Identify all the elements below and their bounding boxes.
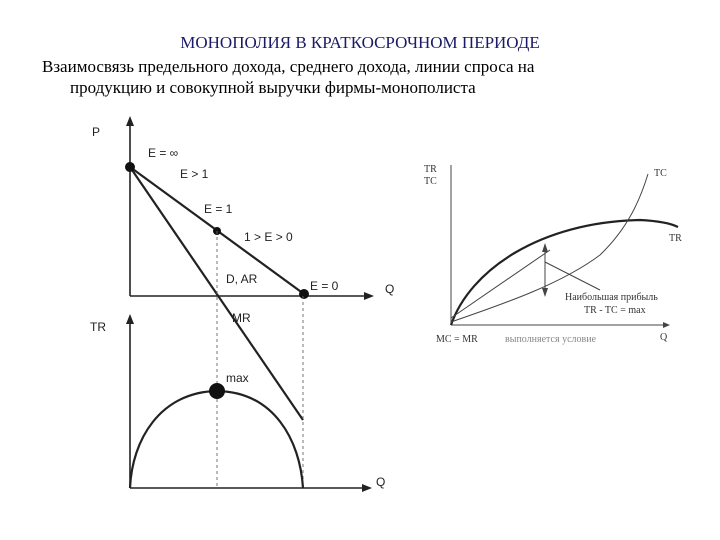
label-e-gt-1: E > 1 (180, 167, 209, 181)
tr-tc-chart (424, 164, 682, 345)
subtitle-line-1: Взаимосвязь предельного дохода, среднего дохода, линии спроса на (42, 57, 535, 76)
tr-max-point (209, 383, 225, 399)
tr-axis-label-right: TR (424, 164, 437, 175)
tr-quantity-axis-label: Q (376, 475, 386, 489)
tr-curve (130, 391, 303, 488)
label-demand-ar: D, AR (226, 272, 258, 286)
price-axis-arrow (126, 116, 134, 126)
tc-axis-label-right: TC (424, 176, 437, 187)
mc-mr-label: MC = MR (436, 334, 478, 345)
quantity-axis-arrow (364, 292, 374, 300)
quantity-axis-label: Q (385, 282, 395, 296)
label-max: max (226, 371, 249, 385)
tr-quantity-axis-arrow (362, 484, 372, 492)
slide-title: МОНОПОЛИЯ В КРАТКОСРОЧНОМ ПЕРИОДЕ (180, 33, 540, 52)
tc-curve-label: TC (654, 168, 667, 179)
zero-elasticity-point (299, 289, 309, 299)
total-revenue-chart (90, 314, 385, 492)
tr-curve-label: TR (669, 233, 682, 244)
subtitle-line-2: продукцию и совокупной выручки фирмы-монополиста (70, 78, 476, 97)
tc-tangent (545, 262, 600, 290)
label-mr: MR (232, 311, 251, 325)
tr-tc-quantity-axis-arrow (663, 322, 670, 328)
label-e-zero: E = 0 (310, 279, 339, 293)
price-axis-label: P (92, 125, 101, 139)
max-profit-label: Наибольшая прибыль (565, 292, 658, 303)
tr-axis-arrow (126, 314, 134, 324)
tr-tangent (451, 250, 550, 318)
max-profit-arrow-down (542, 288, 548, 297)
label-e-infinity: E = ∞ (148, 146, 179, 160)
max-profit-arrow-up (542, 243, 548, 252)
max-profit-formula: TR - TC = max (584, 305, 646, 316)
label-e-eq-1: E = 1 (204, 202, 233, 216)
right-quantity-axis-label: Q (660, 332, 668, 343)
tr-axis-label: TR (90, 320, 106, 334)
intercept-point (125, 162, 135, 172)
condition-note: выполняется условие (505, 334, 597, 345)
label-e-between: 1 > E > 0 (244, 230, 293, 244)
